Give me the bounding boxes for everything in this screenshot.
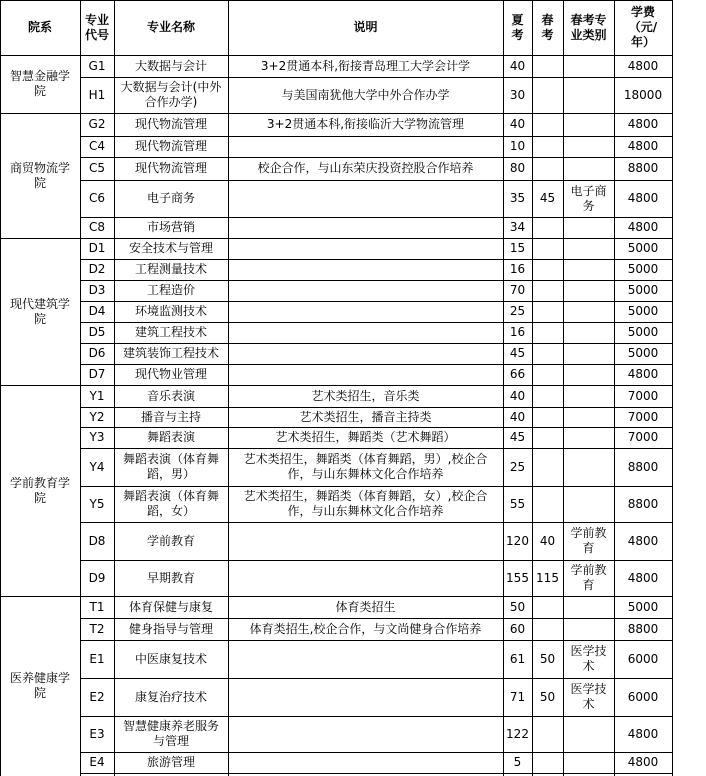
cell-spring	[532, 716, 563, 752]
college-cell: 医养健康学 院	[9, 671, 70, 700]
cell-spring	[532, 343, 563, 364]
header-desc: 说明	[353, 20, 378, 34]
grid-line	[80, 364, 673, 365]
grid-line	[0, 113, 673, 114]
cell-desc	[228, 716, 503, 752]
cell-spring	[532, 136, 563, 157]
cell-cat: 医学技 术	[570, 644, 607, 673]
cell-summer: 16	[509, 325, 526, 339]
cell-major: 中医康复技术	[134, 651, 207, 666]
cell-major: 工程测量技术	[134, 262, 207, 276]
grid-line	[80, 157, 673, 158]
cell-spring	[532, 427, 563, 448]
cell-spring	[532, 259, 563, 280]
cell-spring	[532, 113, 563, 136]
grid-line	[0, 0, 673, 1]
cell-spring: 45	[539, 191, 556, 205]
grid-line	[80, 773, 673, 774]
cell-desc: 艺术类招生，播音主持类	[299, 409, 432, 424]
cell-fee: 4800	[627, 533, 659, 548]
cell-code: E4	[89, 755, 105, 769]
cell-spring	[532, 217, 563, 238]
cell-spring	[532, 596, 563, 618]
cell-code: D3	[88, 283, 106, 297]
cell-summer: 122	[506, 726, 529, 741]
cell-cat	[563, 77, 614, 113]
cell-major: 音乐表演	[146, 388, 195, 403]
cell-major: 旅游管理	[146, 755, 195, 769]
cell-fee: 4800	[627, 58, 659, 73]
cell-desc	[228, 301, 503, 322]
cell-code: G1	[88, 58, 106, 73]
cell-fee: 7000	[627, 409, 659, 424]
cell-code: C6	[88, 191, 105, 205]
cell-cat	[563, 618, 614, 640]
grid-line	[80, 486, 673, 487]
cell-cat	[563, 136, 614, 157]
cell-cat	[563, 343, 614, 364]
cell-desc	[228, 678, 503, 716]
cell-major: 现代物流管理	[134, 161, 207, 175]
cell-spring: 40	[539, 533, 556, 548]
cell-major: 康复治疗技术	[134, 689, 207, 704]
cell-fee: 4800	[627, 139, 659, 153]
cell-summer: 120	[506, 533, 529, 548]
cell-major: 智慧健康养老服务 与管理	[122, 719, 219, 748]
cell-summer: 45	[509, 430, 526, 444]
grid-line	[672, 0, 673, 776]
cell-desc	[228, 136, 503, 157]
cell-spring	[532, 157, 563, 180]
cell-fee: 8800	[627, 459, 659, 474]
grid-line	[80, 407, 673, 408]
cell-spring	[532, 55, 563, 77]
grid-line	[80, 180, 673, 181]
cell-cat	[563, 238, 614, 259]
cell-code: Y4	[89, 459, 105, 474]
cell-summer: 34	[509, 220, 526, 234]
grid-line	[0, 238, 673, 239]
cell-major: 舞蹈表演	[146, 430, 195, 444]
cell-desc: 艺术类招生，音乐类	[311, 388, 420, 403]
cell-code: Y5	[89, 496, 105, 511]
cell-fee: 5000	[627, 346, 659, 360]
cell-fee: 7000	[627, 430, 659, 444]
cell-code: Y1	[89, 388, 105, 403]
cell-desc: 3+2贯通本科,衔接青岛理工大学会计学	[260, 58, 471, 73]
grid-line	[80, 322, 673, 323]
cell-code: T1	[89, 599, 105, 614]
cell-desc	[228, 560, 503, 596]
cell-major: 舞蹈表演（体育舞 蹈，女）	[122, 489, 219, 518]
cell-fee: 4800	[627, 117, 659, 131]
cell-summer: 40	[509, 117, 526, 131]
cell-fee: 8800	[627, 621, 659, 636]
grid-line	[80, 560, 673, 561]
cell-major: 建筑装饰工程技术	[122, 346, 219, 360]
grid-line	[80, 0, 81, 776]
cell-major: 现代物流管理	[134, 139, 207, 153]
college-cell: 智慧金融学 院	[9, 69, 70, 98]
cell-cat	[563, 486, 614, 522]
grid-line	[0, 0, 1, 776]
cell-summer: 70	[509, 283, 526, 297]
cell-summer: 80	[509, 161, 526, 175]
cell-summer: 25	[509, 459, 526, 474]
cell-summer: 40	[509, 388, 526, 403]
cell-major: 工程造价	[146, 283, 195, 297]
cell-fee: 5000	[627, 325, 659, 339]
cell-code: T2	[89, 621, 105, 636]
cell-desc	[228, 180, 503, 217]
cell-fee: 6000	[627, 689, 659, 704]
grid-line	[0, 55, 673, 56]
cell-cat	[563, 157, 614, 180]
cell-major: 舞蹈表演（体育舞 蹈，男）	[122, 452, 219, 481]
cell-fee: 5000	[627, 283, 659, 297]
cell-cat	[563, 322, 614, 343]
cell-summer: 155	[506, 570, 529, 585]
grid-line	[80, 217, 673, 218]
cell-desc	[228, 280, 503, 301]
cell-major: 现代物流管理	[134, 117, 207, 131]
grid-line	[80, 752, 673, 753]
cell-code: Y3	[89, 430, 105, 444]
cell-spring	[532, 364, 563, 385]
cell-fee: 4800	[627, 191, 659, 205]
cell-code: D2	[88, 262, 106, 276]
cell-major: 大数据与会计(中外 合作办学)	[120, 80, 222, 109]
cell-cat	[563, 301, 614, 322]
cell-fee: 4800	[627, 220, 659, 234]
grid-line	[80, 427, 673, 428]
grid-line	[80, 280, 673, 281]
cell-desc: 体育类招生	[335, 599, 396, 614]
cell-code: E2	[89, 689, 105, 704]
cell-code: Y2	[89, 409, 105, 424]
cell-spring	[532, 238, 563, 259]
cell-spring	[532, 77, 563, 113]
cell-spring: 50	[539, 689, 556, 704]
cell-cat	[563, 385, 614, 407]
cell-desc	[228, 640, 503, 678]
cell-major: 电子商务	[146, 191, 195, 205]
cell-summer: 16	[509, 262, 526, 276]
cell-cat	[563, 364, 614, 385]
cell-major: 大数据与会计	[134, 58, 207, 73]
grid-line	[114, 0, 115, 776]
cell-summer: 15	[509, 241, 526, 255]
cell-cat	[563, 448, 614, 486]
cell-spring: 115	[536, 570, 559, 585]
grid-line	[80, 716, 673, 717]
cell-spring	[532, 280, 563, 301]
grid-line	[532, 0, 533, 776]
cell-summer: 10	[509, 139, 526, 153]
cell-summer: 45	[509, 346, 526, 360]
cell-code: G2	[88, 117, 106, 131]
cell-desc	[228, 364, 503, 385]
cell-fee: 5000	[627, 304, 659, 318]
header-major: 专业名称	[146, 20, 195, 34]
header-fee: 学费 （元/ 年）	[628, 5, 658, 49]
cell-desc: 体育类招生,校企合作，与文尚健身合作培养	[249, 621, 482, 636]
cell-desc	[228, 522, 503, 560]
cell-spring	[532, 486, 563, 522]
college-cell: 商贸物流学 院	[9, 160, 70, 190]
grid-line	[228, 0, 229, 776]
cell-code: D5	[88, 325, 106, 339]
grid-line	[80, 136, 673, 137]
grid-line	[80, 77, 673, 78]
cell-desc: 艺术类招生，舞蹈类（体育舞蹈，男）,校企合 作，与山东舞林文化合作培养	[243, 452, 488, 481]
cell-fee: 4800	[627, 755, 659, 769]
cell-desc	[228, 322, 503, 343]
cell-cat: 医学技 术	[570, 682, 607, 711]
cell-cat	[563, 259, 614, 280]
cell-summer: 25	[509, 304, 526, 318]
cell-summer: 66	[509, 367, 526, 381]
cell-desc: 校企合作，与山东荣庆投资控股合作培养	[257, 161, 474, 175]
cell-spring	[532, 301, 563, 322]
grid-line	[80, 522, 673, 523]
cell-code: D1	[88, 241, 106, 255]
cell-cat: 电子商 务	[570, 183, 607, 213]
cell-summer: 55	[509, 496, 526, 511]
cell-desc	[228, 343, 503, 364]
cell-major: 建筑工程技术	[134, 325, 207, 339]
cell-cat	[563, 407, 614, 427]
cell-cat	[563, 716, 614, 752]
cell-fee: 6000	[627, 651, 659, 666]
grid-line	[80, 259, 673, 260]
cell-fee: 5000	[627, 599, 659, 614]
cell-summer: 60	[509, 621, 526, 636]
cell-spring: 50	[539, 651, 556, 666]
college-cell: 学前教育学 院	[9, 475, 70, 505]
cell-summer: 50	[509, 599, 526, 614]
cell-major: 健身指导与管理	[128, 621, 213, 636]
cell-code: C8	[88, 220, 105, 234]
cell-fee: 4800	[627, 570, 659, 585]
cell-cat	[563, 427, 614, 448]
cell-summer: 71	[509, 689, 526, 704]
cell-cat	[563, 752, 614, 773]
cell-summer: 5	[513, 755, 522, 769]
cell-cat	[563, 113, 614, 136]
header-summer: 夏 考	[511, 12, 524, 42]
cell-desc: 艺术类招生，舞蹈类（体育舞蹈，女）,校企合 作，与山东舞林文化合作培养	[243, 489, 488, 518]
cell-fee: 5000	[627, 241, 659, 255]
cell-major: 环境监测技术	[134, 304, 207, 318]
cell-desc: 与美国南犹他大学中外合作办学	[281, 87, 450, 102]
cell-major: 安全技术与管理	[128, 241, 213, 255]
cell-desc: 艺术类招生，舞蹈类（艺术舞蹈）	[275, 430, 456, 444]
cell-code: D8	[88, 533, 106, 548]
cell-desc	[228, 259, 503, 280]
header-springcat: 春考专 业类别	[570, 12, 607, 42]
cell-code: E3	[89, 726, 105, 741]
cell-code: C5	[88, 161, 105, 175]
cell-code: D4	[88, 304, 106, 318]
cell-spring	[532, 618, 563, 640]
cell-spring	[532, 322, 563, 343]
cell-fee: 4800	[627, 726, 659, 741]
cell-desc	[228, 238, 503, 259]
grid-line	[80, 640, 673, 641]
college-cell: 现代建筑学 院	[9, 296, 70, 326]
cell-spring	[532, 385, 563, 407]
cell-desc: 3+2贯通本科,衔接临沂大学物流管理	[266, 117, 465, 131]
cell-code: C4	[88, 139, 105, 153]
cell-fee: 7000	[627, 388, 659, 403]
cell-major: 早期教育	[146, 570, 195, 585]
grid-line	[0, 596, 673, 597]
cell-cat	[563, 280, 614, 301]
grid-line	[80, 678, 673, 679]
cell-desc	[228, 217, 503, 238]
header-college: 院系	[27, 20, 52, 34]
cell-fee: 8800	[627, 496, 659, 511]
cell-cat: 学前教 育	[570, 563, 607, 592]
cell-major: 现代物业管理	[134, 367, 207, 381]
cell-desc	[228, 752, 503, 773]
cell-code: H1	[88, 87, 106, 102]
grid-line	[614, 0, 615, 776]
grid-line	[80, 618, 673, 619]
cell-fee: 8800	[627, 161, 659, 175]
grid-line	[563, 0, 564, 776]
cell-major: 播音与主持	[140, 409, 201, 424]
cell-spring	[532, 752, 563, 773]
header-code: 专业 代号	[84, 12, 109, 42]
cell-major: 学前教育	[146, 533, 195, 548]
cell-major: 体育保健与康复	[128, 599, 213, 614]
cell-fee: 5000	[627, 262, 659, 276]
header-spring: 春 考	[541, 12, 554, 42]
cell-summer: 30	[509, 87, 526, 102]
cell-fee: 4800	[627, 367, 659, 381]
cell-cat	[563, 217, 614, 238]
grid-line	[503, 0, 504, 776]
grid-line	[80, 448, 673, 449]
cell-code: D6	[88, 346, 106, 360]
cell-code: E1	[89, 651, 105, 666]
cell-summer: 40	[509, 58, 526, 73]
cell-spring	[532, 448, 563, 486]
cell-cat	[563, 55, 614, 77]
cell-summer: 40	[509, 409, 526, 424]
cell-code: D7	[88, 367, 106, 381]
grid-line	[0, 385, 673, 386]
cell-cat: 学前教 育	[570, 526, 607, 555]
grid-line	[80, 301, 673, 302]
cell-code: D9	[88, 570, 106, 585]
cell-major: 市场营销	[146, 220, 195, 234]
cell-spring	[532, 407, 563, 427]
grid-line	[80, 343, 673, 344]
cell-summer: 61	[509, 651, 526, 666]
cell-summer: 35	[509, 191, 526, 205]
cell-cat	[563, 596, 614, 618]
cell-fee: 18000	[623, 87, 663, 102]
